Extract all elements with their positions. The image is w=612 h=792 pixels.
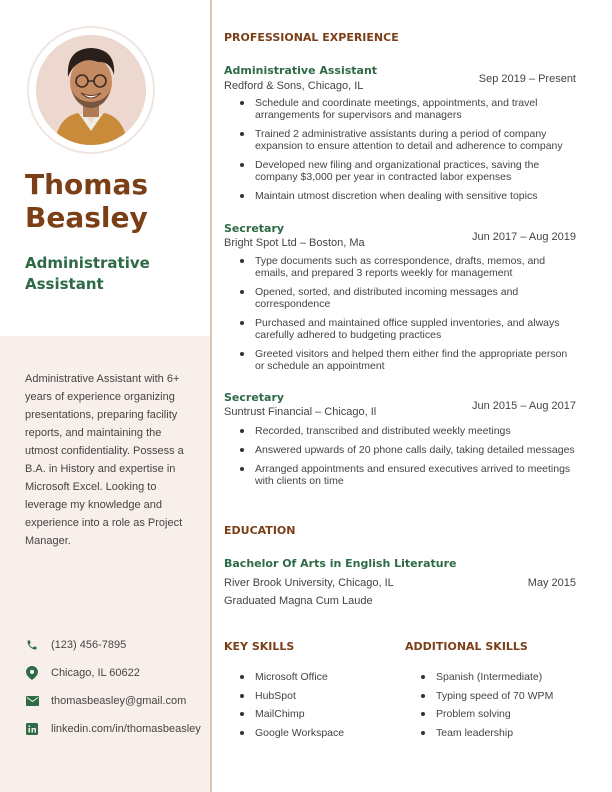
- contact-location: [25, 665, 140, 681]
- list-item: Trained 2 administrative assistants during a period of company expansion to ensure attention to detail and adherence to company: [240, 128, 576, 159]
- experience-heading: PROFESSIONAL EXPERIENCE: [224, 31, 399, 44]
- job-1-dates: Sep 2019 – Present: [478, 73, 576, 85]
- graduation-date: May 2015: [527, 577, 576, 589]
- honors: Graduated Magna Cum Laude: [224, 595, 373, 607]
- profile-photo-frame: [27, 26, 155, 154]
- contact-phone[interactable]: [25, 637, 126, 653]
- list-item: Google Workspace: [240, 727, 400, 746]
- profile-summary: Administrative Assistant with 6+ years of experience organizing presentations, preparing facility reports, and maintaining the utmost confidentiality. Possess a B.A. in History and expertise in Microsoft Excel. Looking to leverage my knowledge and experience into a role as Project Manager.: [25, 373, 184, 547]
- phone-number: (123) 456-7895: [51, 639, 127, 651]
- phone-icon: [25, 638, 39, 652]
- contact-linkedin[interactable]: [25, 721, 201, 737]
- job-2-dates: Jun 2017 – Aug 2019: [472, 231, 576, 243]
- job-3-title: Secretary: [224, 391, 285, 404]
- job-1-title: Administrative Assistant: [224, 64, 378, 77]
- additional-skills-heading: ADDITIONAL SKILLS: [405, 640, 528, 653]
- additional-skills-list: [421, 671, 581, 746]
- job-2-company: Bright Spot Ltd – Boston, Ma: [224, 237, 365, 249]
- list-item: Microsoft Office: [240, 671, 400, 690]
- column-divider: [210, 0, 212, 792]
- list-item: MailChimp: [240, 708, 400, 727]
- list-item: Maintain utmost discretion when dealing with sensitive topics: [240, 190, 576, 202]
- contact-email[interactable]: [25, 693, 186, 709]
- key-skills-heading: KEY SKILLS: [224, 640, 295, 653]
- job-title-line-2: Assistant: [25, 275, 104, 293]
- list-item: Developed new filing and organizational practices, saving the company $3,000 per year in contracted labor expenses: [240, 159, 576, 190]
- job-3-bullets: [240, 425, 576, 487]
- list-item: Greeted visitors and helped them either find the appropriate person or schedule an appointment: [240, 348, 576, 372]
- job-2-title: Secretary: [224, 222, 285, 235]
- job-title: [25, 253, 205, 295]
- full-name: [25, 168, 205, 234]
- list-item: Schedule and coordinate meetings, appointments, and travel arrangements for supervisors and managers: [240, 97, 576, 128]
- sidebar: [0, 0, 210, 792]
- envelope-icon: [25, 694, 39, 708]
- profile-photo: [36, 35, 146, 145]
- key-skills-list: [240, 671, 400, 746]
- job-2-bullets: [240, 255, 576, 372]
- list-item: Arranged appointments and ensured executives arrived to meetings with clients on time: [240, 463, 576, 487]
- map-pin-icon: [25, 666, 39, 680]
- list-item: Spanish (Intermediate): [421, 671, 581, 690]
- job-3-dates: Jun 2015 – Aug 2017: [472, 400, 576, 412]
- job-3-company: Suntrust Financial – Chicago, Il: [224, 406, 377, 418]
- location-text: Chicago, IL 60622: [51, 667, 140, 679]
- list-item: Problem solving: [421, 708, 581, 727]
- school-name: River Brook University, Chicago, IL: [224, 577, 394, 589]
- list-item: HubSpot: [240, 690, 400, 709]
- email-address: thomasbeasley@gmail.com: [51, 695, 187, 707]
- list-item: Purchased and maintained office suppled inventories, and always carefully adhered to budgeting practices: [240, 317, 576, 348]
- list-item: Typing speed of 70 WPM: [421, 690, 581, 709]
- list-item: Recorded, transcribed and distributed weekly meetings: [240, 425, 576, 444]
- linkedin-icon: [25, 722, 39, 736]
- education-heading: EDUCATION: [224, 524, 296, 537]
- job-1-company: Redford & Sons, Chicago, IL: [224, 80, 364, 92]
- first-name: Thomas: [25, 168, 149, 201]
- linkedin-url: linkedin.com/in/thomasbeasley: [51, 723, 201, 735]
- degree-title: Bachelor Of Arts in English Literature: [224, 557, 457, 570]
- list-item: Team leadership: [421, 727, 581, 746]
- list-item: Type documents such as correspondence, drafts, memos, and emails, and prepared 3 reports weekly for management: [240, 255, 576, 286]
- list-item: Opened, sorted, and distributed incoming messages and correspondence: [240, 286, 576, 317]
- job-title-line-1: Administrative: [25, 254, 150, 272]
- last-name: Beasley: [25, 201, 148, 234]
- list-item: Answered upwards of 20 phone calls daily, taking detailed messages: [240, 444, 576, 463]
- job-1-bullets: [240, 97, 576, 202]
